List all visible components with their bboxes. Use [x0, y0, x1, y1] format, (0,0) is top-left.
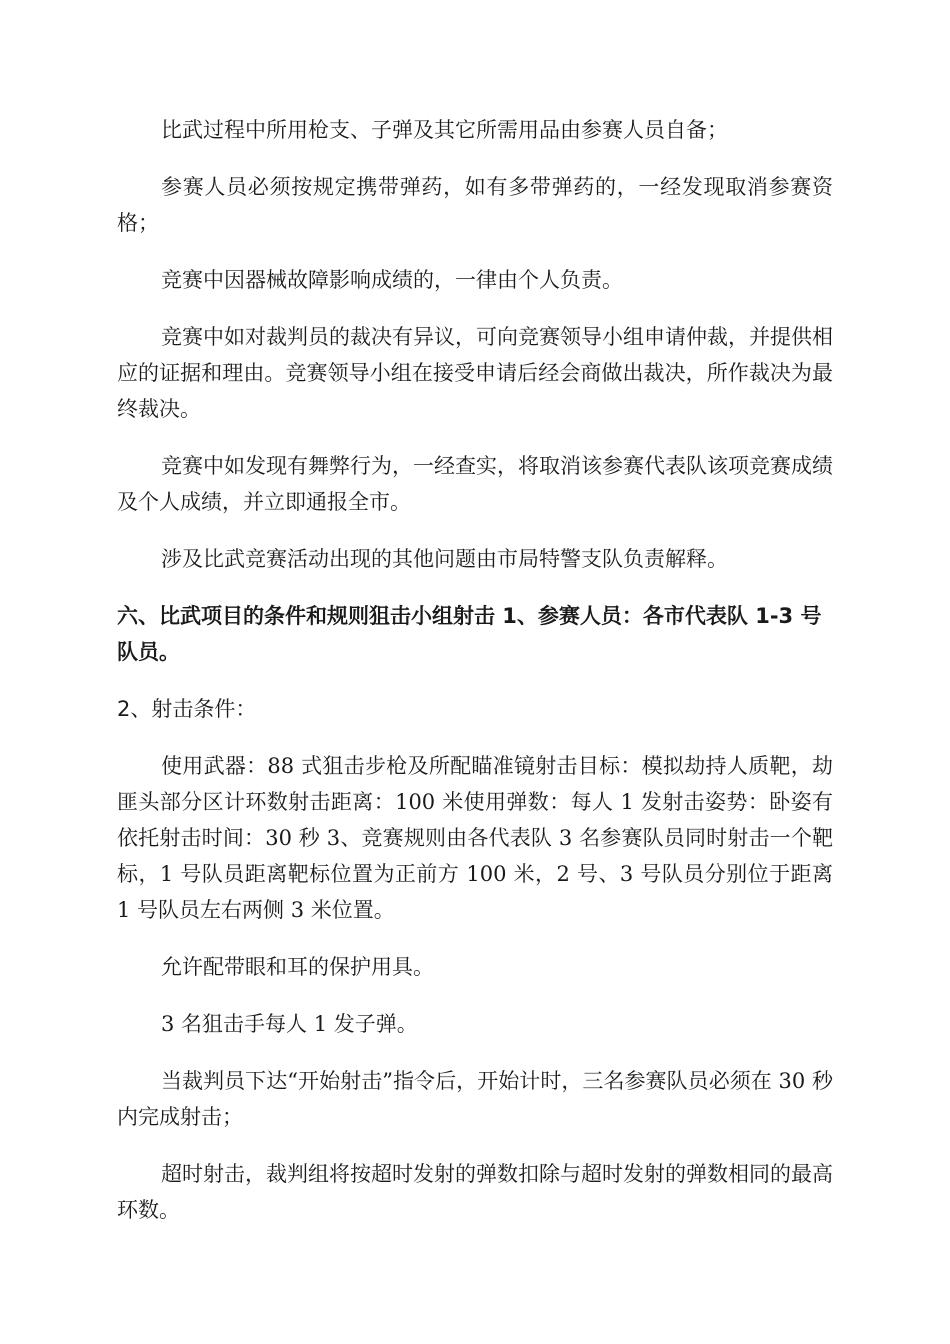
subheading: 2、射击条件：	[117, 697, 257, 721]
paragraph-3: 竞赛中因器械故障影响成绩的，一律由个人负责。	[161, 268, 623, 292]
paragraph-4: 竞赛中如对裁判员的裁决有异议，可向竞赛领导小组申请仲裁，并提供相应的证据和理由。竞赛领导小组在接受申请后经会商做出裁决，所作裁决为最终裁决。	[117, 325, 833, 421]
paragraph-7: 使用武器：88 式狙击步枪及所配瞄准镜射击目标：模拟劫持人质靶，劫匪头部分区计环数射击距离：100 米使用弹数：每人 1 发射击姿势：卧姿有依托射击时间：30 秒 3、竞赛规则由各代表队 3 名参赛队员同时射击一个靶标，1 号队员距离靶标位置为正前方 100 米，2 号、3 号队员分别位于距离 1 号队员左右两侧 3 米位置。	[117, 754, 833, 922]
paragraph-11: 超时射击，裁判组将按超时发射的弹数扣除与超时发射的弹数相同的最高环数。	[117, 1162, 833, 1222]
document-page	[117, 112, 833, 1249]
paragraph-2: 参赛人员必须按规定携带弹药，如有多带弹药的，一经发现取消参赛资格；	[117, 175, 833, 235]
paragraph-9: 3 名狙击手每人 1 发子弹。	[161, 1012, 418, 1036]
section-heading: 六、比武项目的条件和规则狙击小组射击 1、参赛人员：各市代表队 1-3 号队员。	[117, 604, 822, 664]
paragraph-8: 允许配带眼和耳的保护用具。	[161, 955, 434, 979]
paragraph-5: 竞赛中如发现有舞弊行为，一经查实，将取消该参赛代表队该项竞赛成绩及个人成绩，并立即通报全市。	[117, 454, 833, 514]
paragraph-1: 比武过程中所用枪支、子弹及其它所需用品由参赛人员自备；	[161, 118, 728, 142]
paragraph-10: 当裁判员下达“开始射击”指令后，开始计时，三名参赛队员必须在 30 秒内完成射击；	[117, 1069, 833, 1129]
paragraph-6: 涉及比武竞赛活动出现的其他问题由市局特警支队负责解释。	[161, 547, 728, 571]
